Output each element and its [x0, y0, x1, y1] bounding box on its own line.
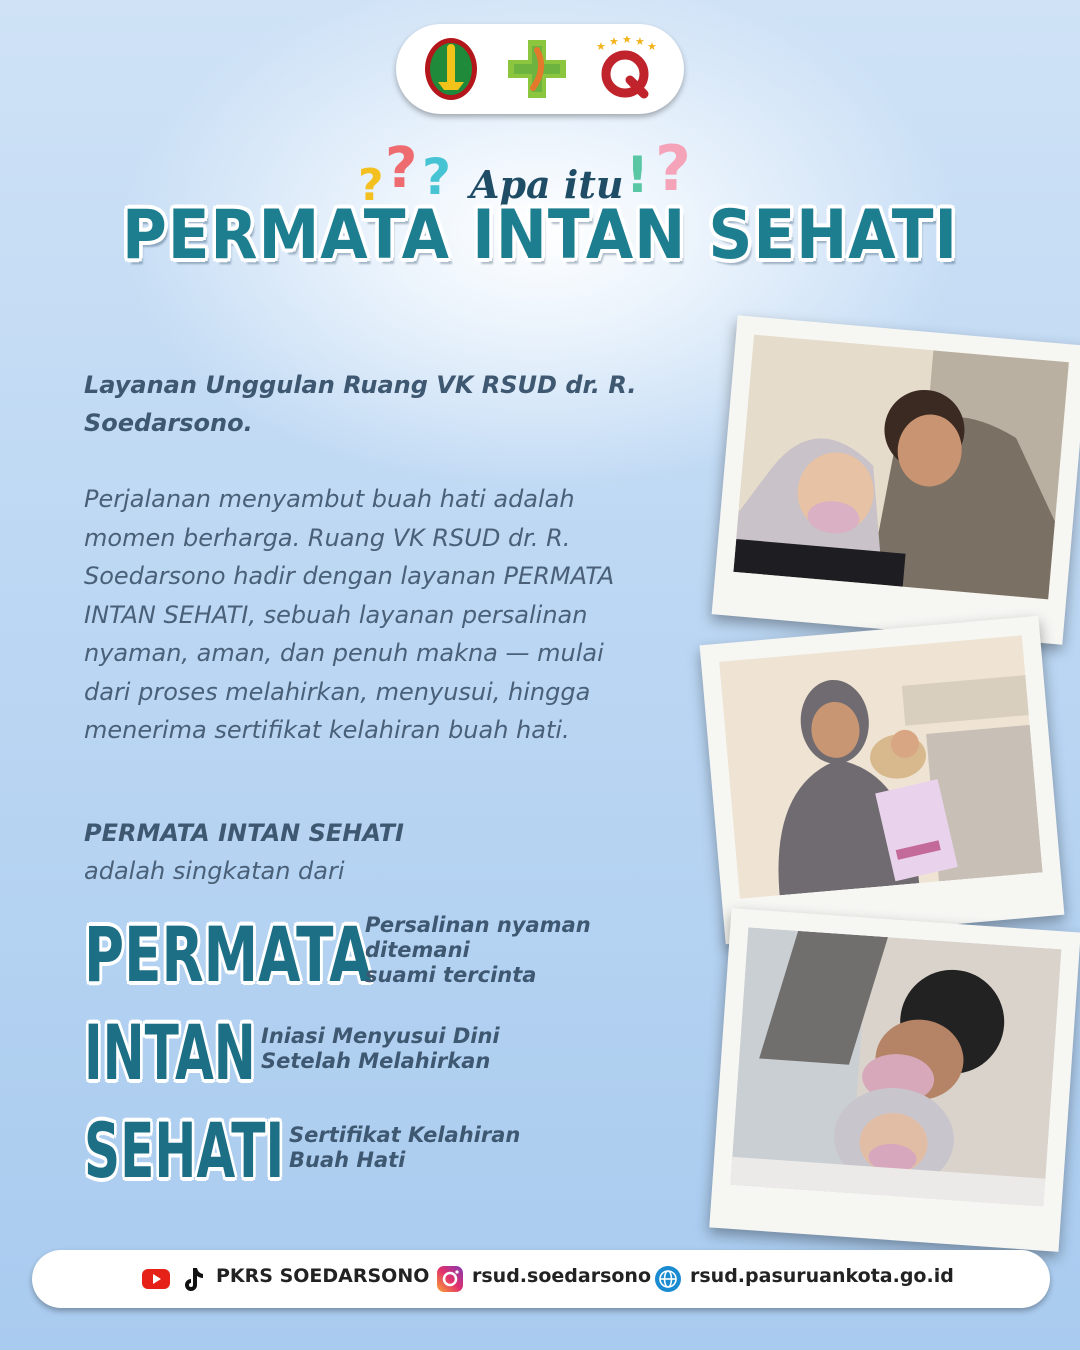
tiktok-icon[interactable] — [178, 1265, 206, 1293]
acronym-meaning-sehati — [289, 1123, 520, 1173]
abbreviation-subtitle: adalah singkatan dari — [84, 857, 345, 885]
mother-baby-certificate-photo — [700, 616, 1065, 944]
svg-text:★: ★ — [635, 36, 645, 48]
meaning-line: suami tercinta — [365, 963, 537, 987]
couple-mother-photo — [712, 315, 1080, 645]
svg-text:★: ★ — [609, 36, 619, 48]
abbreviation-heading — [84, 814, 644, 890]
city-crest-logo — [418, 36, 484, 102]
website-link[interactable]: rsud.pasuruankota.go.id — [690, 1265, 954, 1287]
youtube-tiktok-handle[interactable]: PKRS SOEDARSONO — [216, 1265, 430, 1287]
logo-bar — [396, 24, 684, 114]
quality-q-logo — [592, 36, 658, 102]
question-mark-icon: ? — [655, 132, 691, 205]
page-title: PERMATA INTAN SEHATI — [121, 196, 959, 275]
acronym-word-permata: PERMATA — [84, 910, 372, 999]
meaning-line: ditemani — [365, 938, 470, 962]
acronym-meaning-permata — [365, 913, 591, 988]
question-mark-icon: ? — [422, 148, 452, 206]
acronym-meaning-intan — [261, 1024, 500, 1074]
svg-text:★: ★ — [647, 40, 657, 53]
health-cross-logo — [504, 36, 570, 102]
acronym-word-sehati: SEHATI — [84, 1106, 285, 1195]
meaning-line: Iniasi Menyusui Dini — [261, 1024, 500, 1048]
meaning-line: Sertifikat Kelahiran — [289, 1123, 521, 1147]
instagram-icon[interactable] — [436, 1265, 464, 1293]
meaning-line: Buah Hati — [289, 1148, 406, 1172]
exclamation-mark-icon: ! — [626, 146, 649, 204]
father-kiss-photo — [709, 908, 1080, 1252]
youtube-icon[interactable] — [142, 1265, 170, 1293]
globe-icon[interactable] — [654, 1265, 682, 1293]
abbreviation-name: PERMATA INTAN SEHATI — [84, 819, 404, 847]
body-paragraph: Perjalanan menyambut buah hati adalah momen berharga. Ruang VK RSUD dr. R. Soedarsono hadir dengan layanan PERMATA INTAN SEHATI, sebuah layanan persalinan nyaman, aman, dan penuh makna — mulai dari proses melahirkan, menyusui, hingga menerima sertifikat kelahiran buah hati. — [84, 485, 615, 744]
meaning-line: Setelah Melahirkan — [261, 1049, 491, 1073]
intro-text: Layanan Unggulan Ruang VK RSUD dr. R. Soedarsono. — [84, 371, 637, 437]
svg-text:★: ★ — [596, 40, 606, 53]
acronym-word-intan: INTAN — [84, 1008, 256, 1097]
question-mark-icon: ? — [385, 136, 418, 201]
instagram-handle[interactable]: rsud.soedarsono — [472, 1265, 652, 1287]
svg-text:★: ★ — [622, 36, 632, 46]
question-mark-icon: ? — [358, 160, 384, 211]
title-kicker: Apa itu — [470, 162, 624, 207]
social-footer — [32, 1250, 1050, 1308]
meaning-line: Persalinan nyaman — [365, 913, 591, 937]
